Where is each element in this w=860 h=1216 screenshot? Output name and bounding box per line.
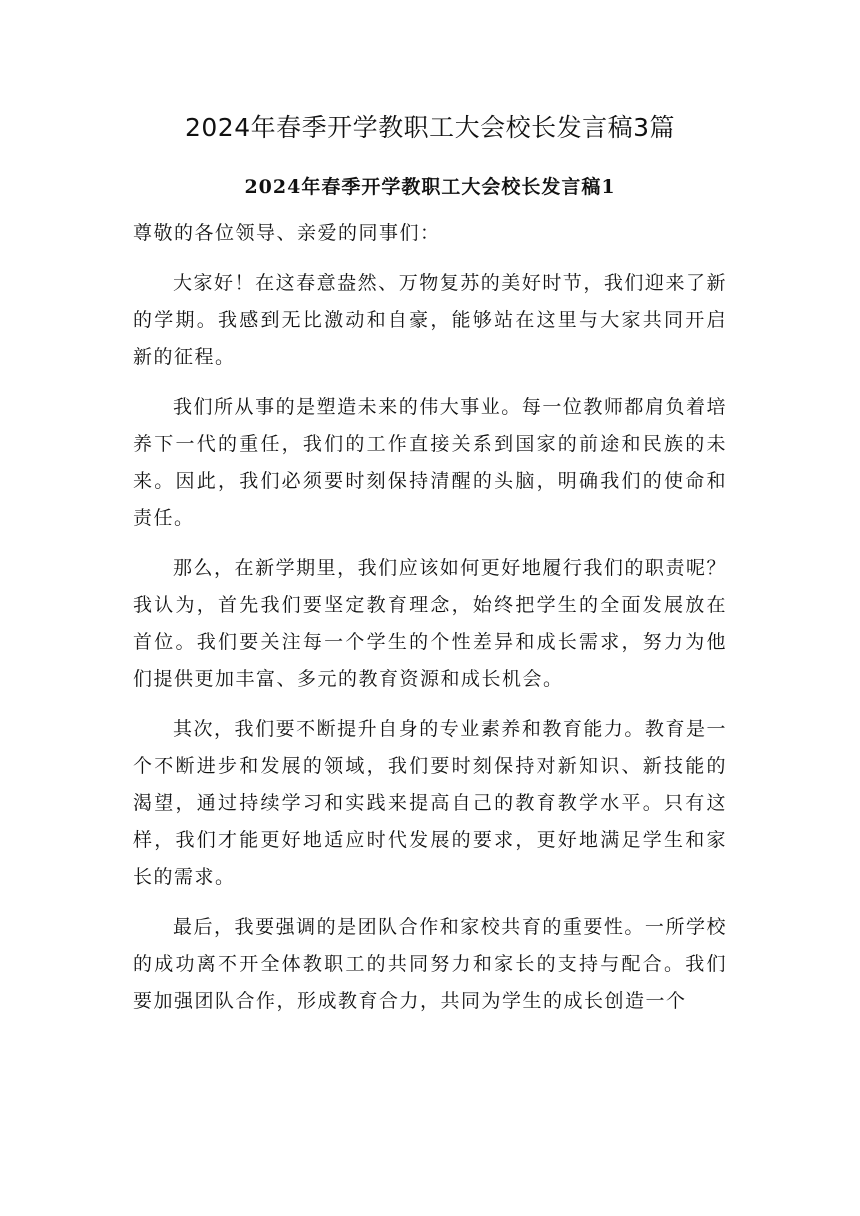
document-title: 2024年春季开学教职工大会校长发言稿3篇 [184,113,676,142]
paragraph-2: 我们所从事的是塑造未来的伟大事业。每一位教师都肩负着培养下一代的重任，我们的工作直接关系到国家的前途和民族的未来。因此，我们必须要时刻保持清醒的头脑，明确我们的使命和责任。 [133,396,727,529]
paragraph-3: 那么，在新学期里，我们应该如何更好地履行我们的职责呢？我认为，首先我们要坚定教育理念，始终把学生的全面发展放在首位。我们要关注每一个学生的个性差异和成长需求，努力为他们提供更加丰富、多元的教育资源和成长机会。 [133,557,727,690]
paragraph-5: 最后，我要强调的是团队合作和家校共育的重要性。一所学校的成功离不开全体教职工的共同努力和家长的支持与配合。我们要加强团队合作，形成教育合力，共同为学生的成长创造一个 [133,916,727,1012]
section-title: 2024年春季开学教职工大会校长发言稿1 [244,176,616,198]
document-body [133,215,727,1033]
salutation: 尊敬的各位领导、亲爱的同事们： [133,222,441,244]
paragraph-4: 其次，我们要不断提升自身的专业素养和教育能力。教育是一个不断进步和发展的领域，我们要时刻保持对新知识、新技能的渴望，通过持续学习和实践来提高自己的教育教学水平。只有这样，我们才能更好地适应时代发展的要求，更好地满足学生和家长的需求。 [133,718,727,888]
paragraph-1: 大家好！在这春意盎然、万物复苏的美好时节，我们迎来了新的学期。我感到无比激动和自豪，能够站在这里与大家共同开启新的征程。 [133,272,727,368]
